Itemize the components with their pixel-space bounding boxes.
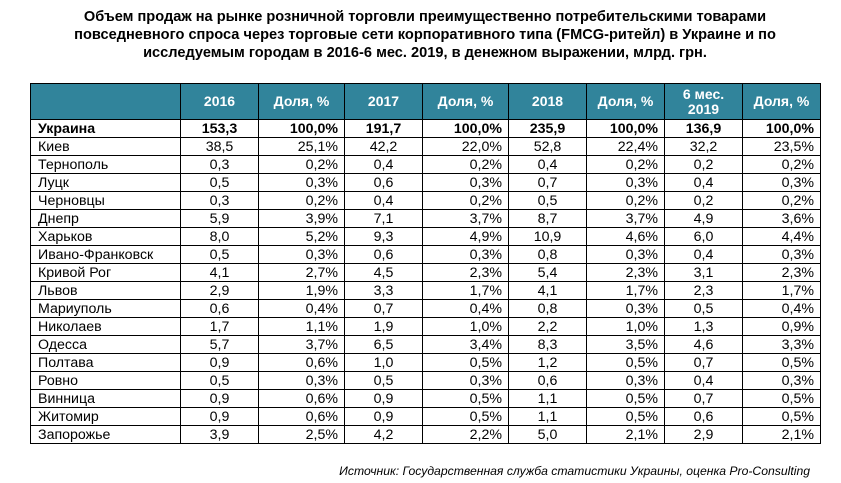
- cell-share-2016: 0,2%: [259, 192, 345, 210]
- cell-share-2017: 100,0%: [423, 120, 509, 138]
- header-share-2016: Доля, %: [259, 84, 345, 120]
- cell-value-2017: 1,9: [345, 318, 423, 336]
- cell-city: Львов: [31, 282, 181, 300]
- cell-share-2018: 1,0%: [587, 318, 665, 336]
- cell-city: Ровно: [31, 372, 181, 390]
- cell-share-2018: 0,2%: [587, 192, 665, 210]
- cell-value-2018: 0,6: [509, 372, 587, 390]
- cell-share-6m-2019: 0,3%: [743, 372, 821, 390]
- cell-city: Житомир: [31, 408, 181, 426]
- cell-share-2017: 0,4%: [423, 300, 509, 318]
- cell-share-2016: 2,5%: [259, 426, 345, 444]
- cell-city: Харьков: [31, 228, 181, 246]
- cell-share-2016: 25,1%: [259, 138, 345, 156]
- cell-share-6m-2019: 0,5%: [743, 354, 821, 372]
- cell-value-2018: 10,9: [509, 228, 587, 246]
- cell-share-2016: 100,0%: [259, 120, 345, 138]
- cell-city: Черновцы: [31, 192, 181, 210]
- header-share-6m-2019: Доля, %: [743, 84, 821, 120]
- cell-share-2018: 2,3%: [587, 264, 665, 282]
- cell-value-2017: 6,5: [345, 336, 423, 354]
- cell-share-6m-2019: 0,5%: [743, 408, 821, 426]
- cell-share-2016: 1,9%: [259, 282, 345, 300]
- page-title: Объем продаж на рынке розничной торговли преимущественно потребительскими товарами повседневного спроса через торговые сети корпоративного типа (FMCG-ритейл) в Украине и по исследуемым городам в 2016-6 мес. 2019, в денежном выражении, млрд. грн.: [74, 9, 776, 61]
- cell-city: Днепр: [31, 210, 181, 228]
- cell-value-2017: 42,2: [345, 138, 423, 156]
- cell-city: Луцк: [31, 174, 181, 192]
- cell-share-2017: 2,3%: [423, 264, 509, 282]
- cell-value-2018: 5,0: [509, 426, 587, 444]
- cell-value-2018: 0,8: [509, 246, 587, 264]
- cell-share-2016: 2,7%: [259, 264, 345, 282]
- cell-value-6m-2019: 0,7: [665, 390, 743, 408]
- cell-value-2018: 0,4: [509, 156, 587, 174]
- cell-share-2018: 3,5%: [587, 336, 665, 354]
- cell-value-2018: 0,8: [509, 300, 587, 318]
- cell-value-6m-2019: 2,3: [665, 282, 743, 300]
- table-row: [31, 282, 821, 300]
- table-row: [31, 354, 821, 372]
- cell-value-2017: 0,9: [345, 408, 423, 426]
- cell-value-2018: 52,8: [509, 138, 587, 156]
- table-row: [31, 246, 821, 264]
- cell-share-2016: 0,6%: [259, 390, 345, 408]
- cell-share-2017: 2,2%: [423, 426, 509, 444]
- cell-value-2018: 8,7: [509, 210, 587, 228]
- cell-value-2018: 2,2: [509, 318, 587, 336]
- cell-value-2016: 0,9: [181, 408, 259, 426]
- cell-share-2018: 0,3%: [587, 174, 665, 192]
- cell-value-2016: 5,9: [181, 210, 259, 228]
- cell-value-2017: 0,5: [345, 372, 423, 390]
- cell-value-2016: 0,5: [181, 174, 259, 192]
- cell-value-2016: 0,6: [181, 300, 259, 318]
- cell-value-2017: 4,5: [345, 264, 423, 282]
- table-row: [31, 300, 821, 318]
- cell-value-2017: 4,2: [345, 426, 423, 444]
- cell-value-2018: 0,7: [509, 174, 587, 192]
- header-city: [31, 84, 181, 120]
- table-row: [31, 264, 821, 282]
- cell-value-6m-2019: 1,3: [665, 318, 743, 336]
- cell-share-2017: 0,3%: [423, 246, 509, 264]
- cell-share-2018: 0,3%: [587, 246, 665, 264]
- cell-share-2017: 0,3%: [423, 372, 509, 390]
- cell-share-2017: 1,0%: [423, 318, 509, 336]
- cell-value-2016: 8,0: [181, 228, 259, 246]
- cell-share-6m-2019: 0,2%: [743, 156, 821, 174]
- cell-value-2017: 3,3: [345, 282, 423, 300]
- cell-value-2016: 0,9: [181, 354, 259, 372]
- table-row: [31, 156, 821, 174]
- cell-share-2018: 0,5%: [587, 408, 665, 426]
- cell-city: Винница: [31, 390, 181, 408]
- header-6m-2019: 6 мес. 2019: [665, 84, 743, 120]
- cell-share-2018: 100,0%: [587, 120, 665, 138]
- cell-share-2016: 0,2%: [259, 156, 345, 174]
- cell-share-2018: 0,2%: [587, 156, 665, 174]
- cell-value-6m-2019: 0,5: [665, 300, 743, 318]
- cell-share-6m-2019: 0,3%: [743, 174, 821, 192]
- table-row: [31, 390, 821, 408]
- cell-share-6m-2019: 4,4%: [743, 228, 821, 246]
- table-row: [31, 408, 821, 426]
- table-row: [31, 138, 821, 156]
- cell-share-2017: 4,9%: [423, 228, 509, 246]
- cell-share-2018: 0,5%: [587, 390, 665, 408]
- cell-value-6m-2019: 0,4: [665, 246, 743, 264]
- cell-share-2017: 22,0%: [423, 138, 509, 156]
- cell-value-2016: 5,7: [181, 336, 259, 354]
- cell-share-6m-2019: 0,5%: [743, 390, 821, 408]
- cell-value-6m-2019: 4,9: [665, 210, 743, 228]
- cell-share-2016: 3,9%: [259, 210, 345, 228]
- cell-value-2016: 0,3: [181, 156, 259, 174]
- cell-value-2018: 1,1: [509, 408, 587, 426]
- cell-share-6m-2019: 100,0%: [743, 120, 821, 138]
- cell-value-6m-2019: 3,1: [665, 264, 743, 282]
- table-header-row: [31, 84, 821, 120]
- cell-share-2017: 0,3%: [423, 174, 509, 192]
- table-row: [31, 120, 821, 138]
- cell-share-2016: 0,6%: [259, 408, 345, 426]
- cell-value-2016: 38,5: [181, 138, 259, 156]
- cell-value-2016: 153,3: [181, 120, 259, 138]
- cell-value-6m-2019: 0,7: [665, 354, 743, 372]
- table-row: [31, 174, 821, 192]
- header-share-2017: Доля, %: [423, 84, 509, 120]
- header-2017: 2017: [345, 84, 423, 120]
- cell-value-6m-2019: 0,2: [665, 192, 743, 210]
- cell-value-6m-2019: 0,4: [665, 372, 743, 390]
- cell-value-2016: 1,7: [181, 318, 259, 336]
- cell-city: Киев: [31, 138, 181, 156]
- cell-city: Полтава: [31, 354, 181, 372]
- cell-share-2018: 22,4%: [587, 138, 665, 156]
- cell-city: Кривой Рог: [31, 264, 181, 282]
- header-2018: 2018: [509, 84, 587, 120]
- cell-value-2017: 1,0: [345, 354, 423, 372]
- cell-value-6m-2019: 0,6: [665, 408, 743, 426]
- cell-share-2018: 2,1%: [587, 426, 665, 444]
- table-row: [31, 426, 821, 444]
- source-note: Источник: Государственная служба статистики Украины, оценка Pro-Consulting: [339, 464, 810, 478]
- cell-value-2016: 0,3: [181, 192, 259, 210]
- cell-share-6m-2019: 0,9%: [743, 318, 821, 336]
- cell-share-6m-2019: 0,3%: [743, 246, 821, 264]
- cell-value-2017: 0,4: [345, 156, 423, 174]
- cell-value-2016: 0,9: [181, 390, 259, 408]
- cell-share-6m-2019: 0,4%: [743, 300, 821, 318]
- cell-share-2018: 1,7%: [587, 282, 665, 300]
- cell-share-2016: 0,3%: [259, 174, 345, 192]
- cell-share-2016: 5,2%: [259, 228, 345, 246]
- table-body: [31, 120, 821, 444]
- cell-city: Украина: [31, 120, 181, 138]
- cell-share-2017: 0,5%: [423, 390, 509, 408]
- cell-value-2016: 3,9: [181, 426, 259, 444]
- cell-share-6m-2019: 23,5%: [743, 138, 821, 156]
- cell-value-2016: 2,9: [181, 282, 259, 300]
- cell-value-2018: 0,5: [509, 192, 587, 210]
- cell-share-2017: 0,5%: [423, 408, 509, 426]
- cell-share-2017: 3,7%: [423, 210, 509, 228]
- cell-value-2017: 9,3: [345, 228, 423, 246]
- cell-value-6m-2019: 0,4: [665, 174, 743, 192]
- table-row: [31, 228, 821, 246]
- cell-share-2018: 0,3%: [587, 300, 665, 318]
- cell-share-2017: 0,2%: [423, 156, 509, 174]
- cell-value-2018: 8,3: [509, 336, 587, 354]
- cell-value-2018: 5,4: [509, 264, 587, 282]
- cell-share-2016: 0,4%: [259, 300, 345, 318]
- cell-share-2018: 0,5%: [587, 354, 665, 372]
- header-2016: 2016: [181, 84, 259, 120]
- cell-share-6m-2019: 3,3%: [743, 336, 821, 354]
- cell-share-2016: 1,1%: [259, 318, 345, 336]
- cell-city: Тернополь: [31, 156, 181, 174]
- cell-city: Мариуполь: [31, 300, 181, 318]
- table-row: [31, 210, 821, 228]
- cell-value-2017: 0,4: [345, 192, 423, 210]
- cell-value-6m-2019: 0,2: [665, 156, 743, 174]
- cell-share-6m-2019: 2,3%: [743, 264, 821, 282]
- cell-value-6m-2019: 6,0: [665, 228, 743, 246]
- cell-value-2017: 0,7: [345, 300, 423, 318]
- cell-value-2017: 0,6: [345, 174, 423, 192]
- table-row: [31, 318, 821, 336]
- cell-share-6m-2019: 2,1%: [743, 426, 821, 444]
- cell-city: Николаев: [31, 318, 181, 336]
- cell-value-6m-2019: 4,6: [665, 336, 743, 354]
- cell-share-6m-2019: 0,2%: [743, 192, 821, 210]
- cell-value-2018: 235,9: [509, 120, 587, 138]
- cell-value-6m-2019: 136,9: [665, 120, 743, 138]
- cell-share-2017: 3,4%: [423, 336, 509, 354]
- cell-value-2017: 0,6: [345, 246, 423, 264]
- cell-share-2018: 3,7%: [587, 210, 665, 228]
- cell-city: Запорожье: [31, 426, 181, 444]
- cell-share-2016: 3,7%: [259, 336, 345, 354]
- cell-value-2018: 1,2: [509, 354, 587, 372]
- cell-share-2018: 4,6%: [587, 228, 665, 246]
- cell-value-2018: 4,1: [509, 282, 587, 300]
- cell-city: Ивано-Франковск: [31, 246, 181, 264]
- cell-share-2018: 0,3%: [587, 372, 665, 390]
- cell-share-2017: 0,2%: [423, 192, 509, 210]
- sales-table: [30, 83, 821, 444]
- cell-share-6m-2019: 3,6%: [743, 210, 821, 228]
- cell-share-2016: 0,3%: [259, 372, 345, 390]
- cell-share-2017: 0,5%: [423, 354, 509, 372]
- cell-share-2016: 0,6%: [259, 354, 345, 372]
- cell-value-2016: 4,1: [181, 264, 259, 282]
- cell-city: Одесса: [31, 336, 181, 354]
- table-row: [31, 372, 821, 390]
- cell-value-2016: 0,5: [181, 372, 259, 390]
- cell-share-2016: 0,3%: [259, 246, 345, 264]
- cell-share-2017: 1,7%: [423, 282, 509, 300]
- cell-value-2017: 7,1: [345, 210, 423, 228]
- table-row: [31, 336, 821, 354]
- cell-value-6m-2019: 32,2: [665, 138, 743, 156]
- cell-share-6m-2019: 1,7%: [743, 282, 821, 300]
- cell-value-2016: 0,5: [181, 246, 259, 264]
- table-row: [31, 192, 821, 210]
- cell-value-2017: 0,9: [345, 390, 423, 408]
- header-share-2018: Доля, %: [587, 84, 665, 120]
- cell-value-6m-2019: 2,9: [665, 426, 743, 444]
- cell-value-2018: 1,1: [509, 390, 587, 408]
- cell-value-2017: 191,7: [345, 120, 423, 138]
